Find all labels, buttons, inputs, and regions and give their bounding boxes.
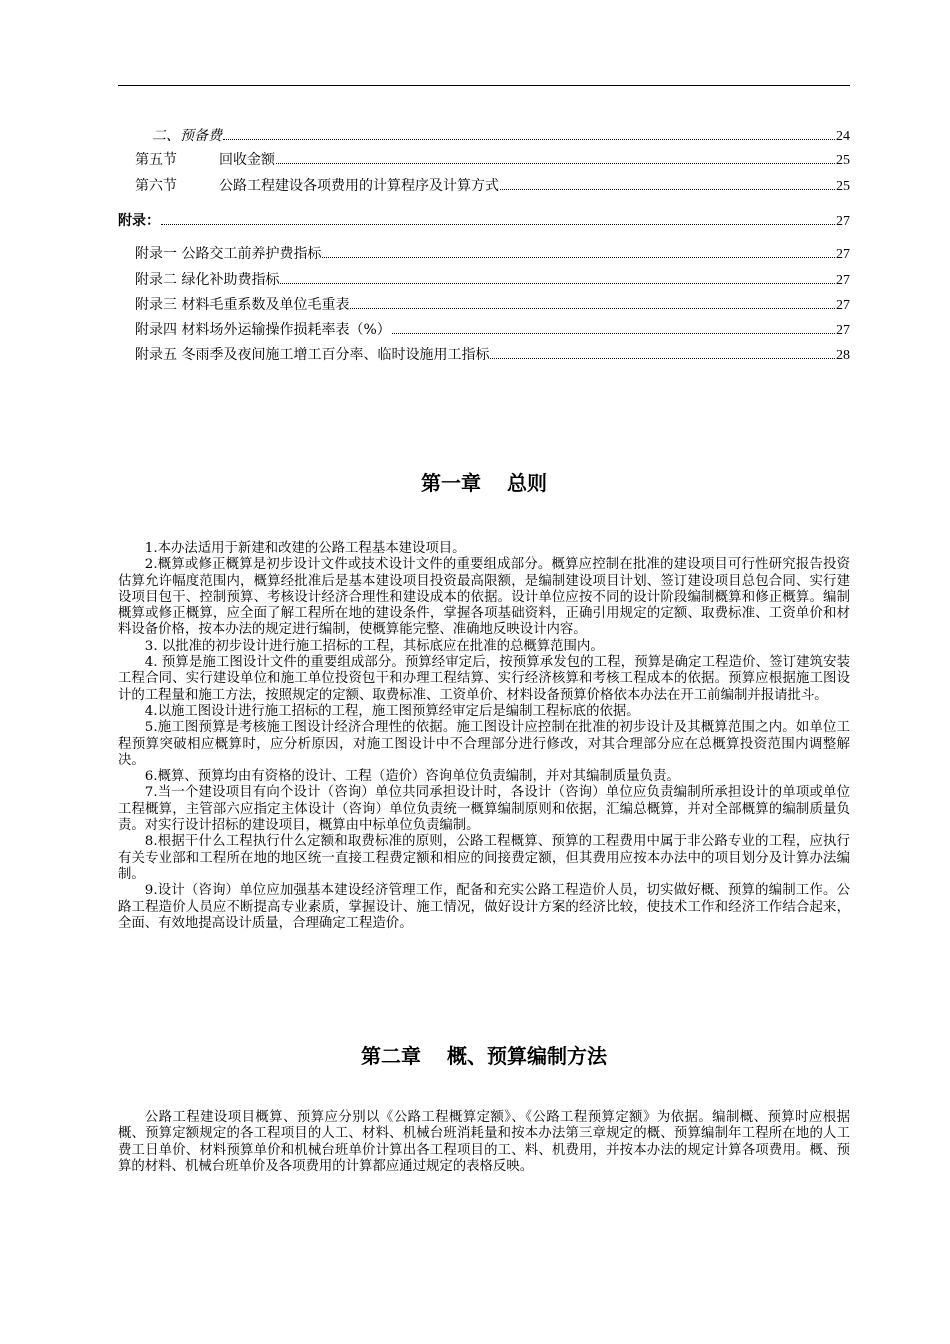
toc-leader <box>500 189 835 190</box>
paragraph: 3. 以批准的初步设计进行施工招标的工程，其标底应在批准的总概算范围内。 <box>144 638 604 654</box>
toc-label: 公路工程建设各项费用的计算程序及计算方式 <box>219 178 499 194</box>
toc-row[interactable] <box>135 176 850 196</box>
paragraph: 1.本办法适用于新建和改建的公路工程基本建设项目。 <box>144 541 466 556</box>
toc-leader <box>350 308 835 309</box>
toc-page: 25 <box>836 153 850 168</box>
chapter-number: 第二章 <box>361 1044 421 1068</box>
paragraph: 8.根据干什么工程执行什么定额和取费标准的原则，公路工程概算、预算的工程费用中属于非公路专业的工程，应执行有关专业部和工程所在地的地区统一直接工程费定额和相应的间接费定额，但其费用应按本办法中的项目划分及计算办法编制。 <box>118 834 850 882</box>
paragraph: 4. 预算是施工图设计文件的重要组成部分。预算经审定后，按预算承发包的工程，预算是确定工程造价、签订建筑安装工程合同、实行建设单位和施工单位投资包干和办理工程结算、实行经济核算和考核工程成本的依据。预算应根据施工图设计的工程量和施工方法，按照规定的定额、取费标准、工资单价、材料设备预算价格依本办法在开工前编制并报请批斗。 <box>118 655 850 703</box>
toc-leader <box>280 283 835 284</box>
toc-label: 附录五 冬雨季及夜间施工增工百分率、临时设施用工指标 <box>135 347 490 363</box>
chapter-1-body <box>118 541 850 932</box>
toc-section: 第六节 <box>135 178 177 194</box>
paragraph: 公路工程建设项目概算、预算应分别以《公路工程概算定额》、《公路工程预算定额》为依据。编制概、预算时应根据概、预算定额规定的各工程项目的人工、材料、机械台班消耗量和按本办法第三章规定的概、预算编制年工程所在地的人工费工日单价、材料预算单价和机械台班单价计算出各工程项目的工、料、机费用，并按本办法的规定计算各项费用。概、预算的材料、机械台班单价及各项费用的计算都应通过规定的表格反映。 <box>118 1110 850 1174</box>
paragraph: 2.概算或修正概算是初步设计文件或技术设计文件的重要组成部分。概算应控制在批准的建设项目可行性研究报告投资估算允许幅度范围内，概算经批准后是基本建设项目投资最高限额，是编制建设项目计划、签订建设项目总包合同、实行建设项目包干、控制预算、考核设计经济合理性和建设成本的依据。设计单位应按不同的设计阶段编制概算和修正概算。编制概算或修正概算，应全面了解工程所在地的建设条件，掌握各项基础资料，正确引用规定的定额、取费标准、工资单价和材料设备价格，按本办法的规定进行编制，使概算能完整、准确地反映设计内容。 <box>118 557 850 638</box>
chapter-2-heading <box>118 1040 850 1069</box>
toc-label: 二、预备费 <box>152 128 222 144</box>
toc-leader <box>490 358 835 359</box>
toc-page: 27 <box>836 214 850 229</box>
toc-page: 28 <box>836 348 850 363</box>
toc-row[interactable] <box>135 244 850 264</box>
toc-leader <box>322 257 835 258</box>
toc-row[interactable] <box>135 345 850 365</box>
toc-page: 27 <box>836 323 850 338</box>
toc-leader <box>161 224 835 225</box>
toc-section: 第五节 <box>135 152 177 168</box>
toc-leader <box>392 333 835 334</box>
toc-label: 附录四 材料场外运输操作损耗率表（%） <box>135 322 391 338</box>
chapter-number: 第一章 <box>421 471 481 495</box>
toc-label: 回收金额 <box>219 152 275 168</box>
toc-row[interactable] <box>135 270 850 290</box>
paragraph: 7.当一个建设项目有向个设计（咨询）单位共同承担设计时，各设计（咨询）单位应负责编制所承担设计的单项或单位工程概算，主管部六应指定主体设计（咨询）单位负责统一概算编制原则和依据，汇编总概算，并对全部概算的编制质量负责。对实行设计招标的建设项目，概算由中标单位负责编制。 <box>118 785 850 834</box>
toc-page: 27 <box>836 273 850 288</box>
toc-leader <box>223 139 835 140</box>
paragraph: 9.设计（咨询）单位应加强基本建设经济管理工作，配备和充实公路工程造价人员，切实做好概、预算的编制工作。公路工程造价人员应不断提高专业素质，掌握设计、施工情况，做好设计方案的经济比较，使技术工作和经济工作结合起来，全面、有效地提高设计质量，合理确定工程造价。 <box>118 883 850 931</box>
chapter-title: 概、预算编制方法 <box>447 1044 607 1068</box>
chapter-2-body <box>118 1110 850 1175</box>
paragraph: 6.概算、预算均由有资格的设计、工程（造价）咨询单位负责编制，并对其编制质量负责。 <box>144 769 680 785</box>
toc-row[interactable] <box>118 211 850 231</box>
toc-label: 附录二 绿化补助费指标 <box>135 272 280 288</box>
toc-row[interactable] <box>135 150 850 170</box>
chapter-1-heading <box>118 467 850 496</box>
toc-label: 附录一 公路交工前养护费指标 <box>135 246 322 262</box>
toc-page: 24 <box>836 129 850 144</box>
paragraph: 4.以施工图设计进行施工招标的工程，施工图预算经审定后是编制工程标底的依据。 <box>144 703 640 719</box>
toc-row[interactable] <box>135 320 850 340</box>
toc-row[interactable] <box>152 126 850 146</box>
toc-page: 25 <box>836 179 850 194</box>
toc-page: 27 <box>836 247 850 262</box>
chapter-title: 总则 <box>507 471 547 495</box>
toc-row[interactable] <box>135 295 850 315</box>
paragraph: 5.施工图预算是考核施工图设计经济合理性的依据。施工图设计应控制在批准的初步设计及其概算范围之内。如单位工程预算突破相应概算时，应分析原因，对施工图设计中不合理部分进行修改，对其合理部分应在总概算投资范围内调整解决。 <box>118 720 850 768</box>
toc-label: 附录： <box>118 213 160 229</box>
toc-label: 附录三 材料毛重系数及单位毛重表 <box>135 297 350 313</box>
toc-leader <box>276 163 835 164</box>
toc-page: 27 <box>836 298 850 313</box>
header-rule <box>118 85 850 86</box>
